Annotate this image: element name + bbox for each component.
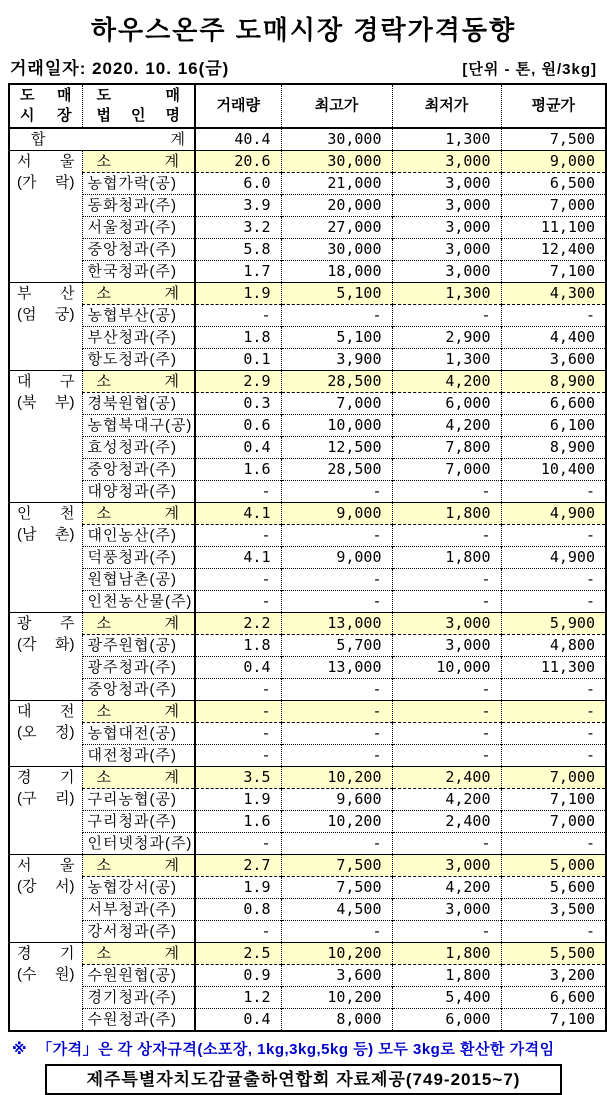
avg-value: 4,300 <box>501 283 606 305</box>
max-value: 13,000 <box>281 613 392 635</box>
company-name: 대양청과(주) <box>82 481 195 503</box>
market-branch: (남 촌) <box>17 526 75 543</box>
market-name: 부 산 <box>17 285 75 302</box>
avg-value: - <box>501 701 606 723</box>
avg-value: 11,100 <box>501 217 606 239</box>
company-row <box>9 173 606 195</box>
min-value: - <box>392 481 501 503</box>
company-row <box>9 635 606 657</box>
company-name: 구리청과(주) <box>82 811 195 833</box>
company-name: 농협가락(공) <box>82 173 195 195</box>
max-value: - <box>281 679 392 701</box>
min-value: 2,400 <box>392 811 501 833</box>
max-value: - <box>281 745 392 767</box>
max-value: - <box>281 305 392 327</box>
min-value: 3,000 <box>392 855 501 877</box>
min-value: 3,000 <box>392 151 501 173</box>
company-row <box>9 305 606 327</box>
company-name: 농협부산(공) <box>82 305 195 327</box>
max-value: 10,200 <box>281 943 392 965</box>
subtotal-label: 소 계 <box>82 613 195 635</box>
company-name: 농협북대구(공) <box>82 415 195 437</box>
volume-value: 2.5 <box>195 943 281 965</box>
max-value: 10,200 <box>281 811 392 833</box>
market-branch: (강 서) <box>17 878 75 895</box>
company-row <box>9 1009 606 1032</box>
market-name: 경 기 <box>17 945 75 962</box>
subtotal-row <box>9 283 606 305</box>
price-table-body <box>9 128 606 1031</box>
max-value: 27,000 <box>281 217 392 239</box>
market-name: 광 주 <box>17 615 75 632</box>
avg-value: - <box>501 305 606 327</box>
company-row <box>9 833 606 855</box>
volume-value: 3.5 <box>195 767 281 789</box>
company-row <box>9 921 606 943</box>
company-name: 인천농산물(주) <box>82 591 195 613</box>
max-value: - <box>281 525 392 547</box>
avg-value: 9,000 <box>501 151 606 173</box>
price-table <box>8 83 607 1032</box>
company-row <box>9 679 606 701</box>
avg-value: 7,100 <box>501 261 606 283</box>
market-name: 경 기 <box>17 769 75 786</box>
subtotal-label: 소 계 <box>82 503 195 525</box>
company-row <box>9 239 606 261</box>
max-value: 21,000 <box>281 173 392 195</box>
company-name: 광주원협(공) <box>82 635 195 657</box>
company-row <box>9 569 606 591</box>
company-name: 대전청과(주) <box>82 745 195 767</box>
min-value: 4,200 <box>392 415 501 437</box>
min-value: 7,800 <box>392 437 501 459</box>
page-title: 하우스온주 도매시장 경락가격동향 <box>90 15 517 45</box>
volume-value: 0.4 <box>195 437 281 459</box>
avg-value: 11,300 <box>501 657 606 679</box>
company-name: 효성청과(주) <box>82 437 195 459</box>
min-value: - <box>392 745 501 767</box>
market-name: 서 울 <box>17 857 75 874</box>
company-row <box>9 899 606 921</box>
max-value: 7,500 <box>281 855 392 877</box>
company-name: 중앙청과(주) <box>82 679 195 701</box>
header-corp-line1: 도 매 <box>96 87 180 104</box>
company-name: 서울청과(주) <box>82 217 195 239</box>
market-branch: (엄 궁) <box>17 306 75 323</box>
avg-value: 10,400 <box>501 459 606 481</box>
avg-value: 5,900 <box>501 613 606 635</box>
max-value: 9,600 <box>281 789 392 811</box>
subtotal-label: 소 계 <box>82 701 195 723</box>
subtotal-label: 소 계 <box>82 371 195 393</box>
volume-value: 1.8 <box>195 635 281 657</box>
max-value: - <box>281 921 392 943</box>
subtotal-label: 소 계 <box>82 943 195 965</box>
volume-value: 1.7 <box>195 261 281 283</box>
min-value: - <box>392 525 501 547</box>
avg-value: 7,100 <box>501 789 606 811</box>
max-value: 28,500 <box>281 371 392 393</box>
subtotal-label: 소 계 <box>82 283 195 305</box>
market-branch: (가 락) <box>17 174 75 191</box>
volume-value: 0.6 <box>195 415 281 437</box>
header-max-price: 최고가 <box>281 84 392 128</box>
volume-value: - <box>195 679 281 701</box>
volume-value: 0.4 <box>195 1009 281 1032</box>
max-value: 18,000 <box>281 261 392 283</box>
max-value: 7,500 <box>281 877 392 899</box>
avg-value: - <box>501 591 606 613</box>
max-value: 20,000 <box>281 195 392 217</box>
volume-value: - <box>195 723 281 745</box>
company-row <box>9 657 606 679</box>
header-min-price: 최저가 <box>392 84 501 128</box>
volume-value: - <box>195 833 281 855</box>
min-value: 3,000 <box>392 239 501 261</box>
subtotal-row <box>9 767 606 789</box>
company-name: 원협남촌(공) <box>82 569 195 591</box>
min-value: 6,000 <box>392 1009 501 1032</box>
volume-value: 3.9 <box>195 195 281 217</box>
avg-value: - <box>501 679 606 701</box>
avg-value: - <box>501 569 606 591</box>
total-volume-value: 40.4 <box>195 128 281 151</box>
company-row <box>9 877 606 899</box>
volume-value: 1.2 <box>195 987 281 1009</box>
avg-value: 4,900 <box>501 547 606 569</box>
market-name: 대 전 <box>17 703 75 720</box>
company-name: 항도청과(주) <box>82 349 195 371</box>
market-branch: (각 화) <box>17 636 75 653</box>
company-name: 중앙청과(주) <box>82 239 195 261</box>
max-value: 5,100 <box>281 283 392 305</box>
min-value: - <box>392 305 501 327</box>
volume-value: 1.9 <box>195 877 281 899</box>
company-name: 경기청과(주) <box>82 987 195 1009</box>
avg-value: - <box>501 481 606 503</box>
min-value: 3,000 <box>392 635 501 657</box>
company-name: 서부청과(주) <box>82 899 195 921</box>
max-value: 3,600 <box>281 965 392 987</box>
company-name: 중앙청과(주) <box>82 459 195 481</box>
volume-value: 2.9 <box>195 371 281 393</box>
avg-value: 6,600 <box>501 987 606 1009</box>
header-corp <box>82 84 195 128</box>
volume-value: - <box>195 481 281 503</box>
min-value: 10,000 <box>392 657 501 679</box>
trade-date-label: 거래일자: 2020. 10. 16(금) <box>10 59 230 78</box>
company-name: 동화청과(주) <box>82 195 195 217</box>
market-name: 인 천 <box>17 505 75 522</box>
max-value: 9,000 <box>281 547 392 569</box>
min-value: 7,000 <box>392 459 501 481</box>
avg-value: 5,000 <box>501 855 606 877</box>
min-value: - <box>392 679 501 701</box>
min-value: 2,400 <box>392 767 501 789</box>
min-value: - <box>392 569 501 591</box>
avg-value: - <box>501 525 606 547</box>
header-row <box>9 84 606 128</box>
market-branch: (북 부) <box>17 394 75 411</box>
avg-value: 7,000 <box>501 195 606 217</box>
company-row <box>9 437 606 459</box>
company-row <box>9 349 606 371</box>
volume-value: 1.6 <box>195 459 281 481</box>
min-value: 1,800 <box>392 965 501 987</box>
market-branch: (수 원) <box>17 966 75 983</box>
market-branch: (오 정) <box>17 724 75 741</box>
min-value: 3,000 <box>392 217 501 239</box>
avg-value: 4,900 <box>501 503 606 525</box>
company-name: 광주청과(주) <box>82 657 195 679</box>
max-value: 8,000 <box>281 1009 392 1032</box>
avg-value: - <box>501 921 606 943</box>
header-market <box>9 84 82 128</box>
max-value: 30,000 <box>281 239 392 261</box>
min-value: 1,800 <box>392 943 501 965</box>
avg-value: 7,000 <box>501 767 606 789</box>
company-row <box>9 811 606 833</box>
subtotal-row <box>9 855 606 877</box>
company-name: 농협대전(공) <box>82 723 195 745</box>
company-name: 경북원협(공) <box>82 393 195 415</box>
market-cell <box>9 943 82 1032</box>
volume-value: 0.9 <box>195 965 281 987</box>
subtotal-row <box>9 943 606 965</box>
avg-value: 3,500 <box>501 899 606 921</box>
avg-value: - <box>501 833 606 855</box>
avg-value: 8,900 <box>501 371 606 393</box>
total-label: 합 계 <box>9 128 195 151</box>
avg-value: 5,600 <box>501 877 606 899</box>
avg-value: - <box>501 745 606 767</box>
company-name: 부산청과(주) <box>82 327 195 349</box>
company-row <box>9 481 606 503</box>
avg-value: 5,500 <box>501 943 606 965</box>
avg-value: 4,800 <box>501 635 606 657</box>
company-row <box>9 789 606 811</box>
min-value: 1,300 <box>392 349 501 371</box>
avg-value: 12,400 <box>501 239 606 261</box>
max-value: - <box>281 569 392 591</box>
min-value: 5,400 <box>392 987 501 1009</box>
max-value: 10,200 <box>281 767 392 789</box>
subtotal-row <box>9 613 606 635</box>
company-name: 수원청과(주) <box>82 1009 195 1032</box>
avg-value: 7,000 <box>501 811 606 833</box>
max-value: 30,000 <box>281 151 392 173</box>
subtotal-label: 소 계 <box>82 767 195 789</box>
min-value: 3,000 <box>392 195 501 217</box>
subtotal-row <box>9 151 606 173</box>
min-value: 2,900 <box>392 327 501 349</box>
market-cell <box>9 283 82 371</box>
subtotal-row <box>9 371 606 393</box>
volume-value: - <box>195 921 281 943</box>
company-row <box>9 459 606 481</box>
company-row <box>9 261 606 283</box>
avg-value: 6,100 <box>501 415 606 437</box>
volume-value: 1.8 <box>195 327 281 349</box>
subtotal-label: 소 계 <box>82 151 195 173</box>
volume-value: 0.8 <box>195 899 281 921</box>
company-name: 구리농협(공) <box>82 789 195 811</box>
avg-value: 6,500 <box>501 173 606 195</box>
company-name: 인터넷청과(주) <box>82 833 195 855</box>
max-value: 3,900 <box>281 349 392 371</box>
price-table-header <box>9 84 606 128</box>
avg-value: 4,400 <box>501 327 606 349</box>
volume-value: 0.4 <box>195 657 281 679</box>
volume-value: 0.3 <box>195 393 281 415</box>
market-name: 대 구 <box>17 373 75 390</box>
header-market-line1: 도 매 <box>20 87 72 104</box>
volume-value: - <box>195 569 281 591</box>
company-row <box>9 525 606 547</box>
max-value: 10,200 <box>281 987 392 1009</box>
market-cell <box>9 503 82 613</box>
max-value: - <box>281 481 392 503</box>
min-value: - <box>392 701 501 723</box>
volume-value: - <box>195 591 281 613</box>
total-avg-value: 7,500 <box>501 128 606 151</box>
market-cell <box>9 371 82 503</box>
header-corp-line2: 법 인 명 <box>96 107 180 124</box>
company-name: 대인농산(주) <box>82 525 195 547</box>
volume-value: 1.9 <box>195 789 281 811</box>
max-value: - <box>281 723 392 745</box>
min-value: - <box>392 591 501 613</box>
volume-value: 5.8 <box>195 239 281 261</box>
max-value: 7,000 <box>281 393 392 415</box>
unit-label: [단위 - 톤, 원/3kg] <box>462 61 597 78</box>
company-row <box>9 195 606 217</box>
market-cell <box>9 855 82 943</box>
company-name: 농협강서(공) <box>82 877 195 899</box>
meta-row <box>10 54 597 79</box>
max-value: 10,000 <box>281 415 392 437</box>
market-cell <box>9 151 82 283</box>
min-value: - <box>392 833 501 855</box>
max-value: 9,000 <box>281 503 392 525</box>
price-footnote <box>12 1038 607 1059</box>
company-row <box>9 987 606 1009</box>
avg-value: 6,600 <box>501 393 606 415</box>
min-value: 3,000 <box>392 261 501 283</box>
company-row <box>9 327 606 349</box>
min-value: 4,200 <box>392 371 501 393</box>
company-name: 한국청과(주) <box>82 261 195 283</box>
max-value: 5,100 <box>281 327 392 349</box>
total-row <box>9 128 606 151</box>
avg-value: 3,600 <box>501 349 606 371</box>
min-value: 1,800 <box>392 503 501 525</box>
min-value: 3,000 <box>392 613 501 635</box>
volume-value: - <box>195 701 281 723</box>
volume-value: 6.0 <box>195 173 281 195</box>
volume-value: 0.1 <box>195 349 281 371</box>
company-row <box>9 393 606 415</box>
company-row <box>9 745 606 767</box>
company-row <box>9 547 606 569</box>
total-min-value: 1,300 <box>392 128 501 151</box>
subtotal-row <box>9 701 606 723</box>
header-avg-price: 평균가 <box>501 84 606 128</box>
company-name: 덕풍청과(주) <box>82 547 195 569</box>
volume-value: 2.2 <box>195 613 281 635</box>
min-value: 1,800 <box>392 547 501 569</box>
subtotal-row <box>9 503 606 525</box>
market-branch: (구 리) <box>17 790 75 807</box>
max-value: - <box>281 701 392 723</box>
volume-value: 3.2 <box>195 217 281 239</box>
footnote-marker: ※ <box>12 1041 28 1058</box>
market-cell <box>9 613 82 701</box>
avg-value: 3,200 <box>501 965 606 987</box>
company-name: 수원원협(공) <box>82 965 195 987</box>
market-cell <box>9 701 82 767</box>
avg-value: - <box>501 723 606 745</box>
max-value: - <box>281 833 392 855</box>
min-value: - <box>392 723 501 745</box>
max-value: 12,500 <box>281 437 392 459</box>
avg-value: 8,900 <box>501 437 606 459</box>
header-market-line2: 시 장 <box>20 107 72 124</box>
volume-value: 4.1 <box>195 503 281 525</box>
volume-value: - <box>195 525 281 547</box>
max-value: 5,700 <box>281 635 392 657</box>
min-value: 6,000 <box>392 393 501 415</box>
market-name: 서 울 <box>17 153 75 170</box>
volume-value: 20.6 <box>195 151 281 173</box>
market-cell <box>9 767 82 855</box>
max-value: 13,000 <box>281 657 392 679</box>
volume-value: 4.1 <box>195 547 281 569</box>
min-value: 4,200 <box>392 789 501 811</box>
company-name: 강서청과(주) <box>82 921 195 943</box>
max-value: 4,500 <box>281 899 392 921</box>
company-row <box>9 415 606 437</box>
total-max-value: 30,000 <box>281 128 392 151</box>
subtotal-label: 소 계 <box>82 855 195 877</box>
volume-value: 1.9 <box>195 283 281 305</box>
company-row <box>9 217 606 239</box>
source-box: 제주특별자치도감귤출하연합회 자료제공(749-2015~7) <box>45 1064 562 1095</box>
company-row <box>9 723 606 745</box>
avg-value: 7,100 <box>501 1009 606 1032</box>
max-value: - <box>281 591 392 613</box>
min-value: 3,000 <box>392 173 501 195</box>
volume-value: 2.7 <box>195 855 281 877</box>
volume-value: 1.6 <box>195 811 281 833</box>
min-value: 1,300 <box>392 283 501 305</box>
min-value: 4,200 <box>392 877 501 899</box>
header-volume: 거래량 <box>195 84 281 128</box>
company-row <box>9 965 606 987</box>
min-value: - <box>392 921 501 943</box>
volume-value: - <box>195 745 281 767</box>
max-value: 28,500 <box>281 459 392 481</box>
footnote-text: 「가격」은 각 상자규격(소포장, 1kg,3kg,5kg 등) 모두 3kg로 환산한 가격임 <box>37 1041 555 1058</box>
min-value: 3,000 <box>392 899 501 921</box>
volume-value: - <box>195 305 281 327</box>
company-row <box>9 591 606 613</box>
